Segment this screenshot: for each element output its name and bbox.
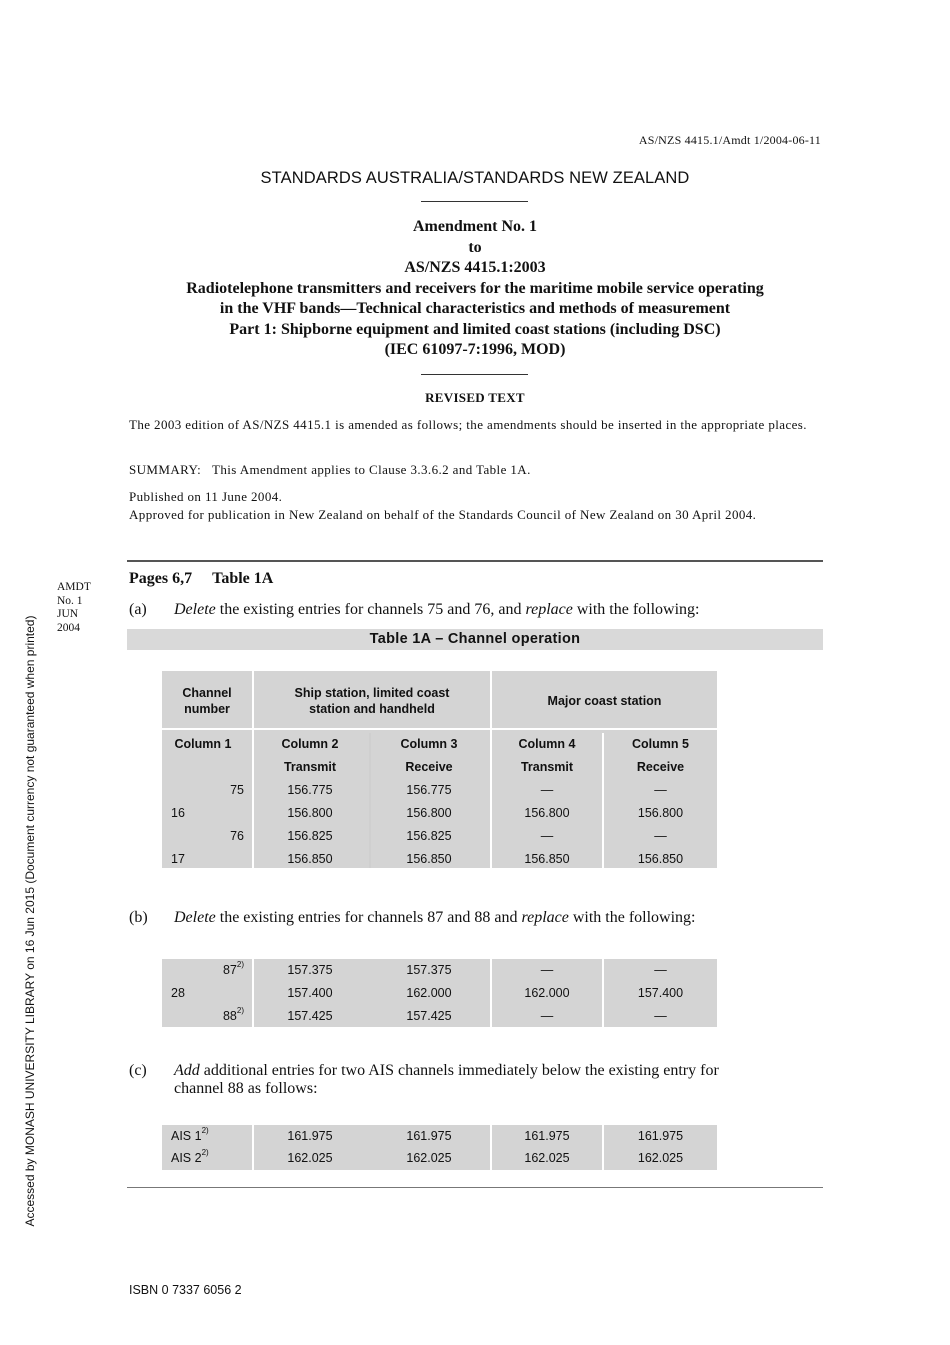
amendment-heading <box>0 217 950 361</box>
header-major-coast: Major coast station <box>547 694 662 708</box>
value-cell: 156.850 <box>637 852 684 866</box>
revised-text-label: REVISED TEXT <box>425 390 525 405</box>
header-column-3: Column 3 <box>400 737 458 751</box>
value-cell: — <box>540 963 554 977</box>
item-b-end: with the following: <box>568 909 696 926</box>
channel-cell: 88$^{2)}$ <box>222 1006 244 1023</box>
header-transmit: Transmit <box>283 760 337 774</box>
header-text: Ship station, limited coast <box>294 686 450 700</box>
item-b-verb2: replace <box>521 909 569 926</box>
value-cell: 162.025 <box>406 1151 452 1165</box>
amdt-line: 2004 <box>57 621 80 634</box>
summary-text: This Amendment applies to Clause 3.3.6.2 and Table 1A. <box>212 462 531 477</box>
table-title: Table 1A – Channel operation <box>369 631 581 647</box>
value-cell: — <box>654 963 667 977</box>
header-column-2: Column 2 <box>281 737 339 751</box>
item-b-mid: the existing entries for channels 87 and 88 and <box>215 909 522 926</box>
footnote-marker: 2) <box>201 1148 209 1157</box>
column-separator <box>369 733 371 868</box>
item-a-text <box>174 601 700 619</box>
summary-paragraph <box>129 461 821 479</box>
value-cell: 156.800 <box>524 806 570 820</box>
header-column-4: Column 4 <box>518 737 576 751</box>
value-cell: 157.375 <box>287 963 333 977</box>
channel-cell: 16 <box>171 806 185 820</box>
row-separator <box>162 728 717 730</box>
value-cell: — <box>540 783 554 797</box>
heading-line: AS/NZS 4415.1:2003 <box>404 259 546 276</box>
item-c-line1: additional entries for two AIS channels immediately below the existing entry for <box>199 1062 719 1079</box>
value-cell: 156.800 <box>406 806 452 820</box>
organization-title: STANDARDS AUSTRALIA/STANDARDS NEW ZEALAND <box>260 169 690 187</box>
channel-cell: AIS 1$^{2)}$ <box>171 1126 209 1143</box>
header-ship-station <box>254 685 490 717</box>
header-text: Channel <box>182 686 232 700</box>
value-cell: — <box>654 1009 667 1023</box>
section-divider <box>127 560 823 562</box>
value-cell: 162.025 <box>637 1151 684 1165</box>
value-cell: 157.400 <box>287 986 333 1000</box>
value-cell: 162.000 <box>406 986 452 1000</box>
channel-table-c <box>162 1125 717 1170</box>
value-cell: 161.975 <box>637 1129 684 1143</box>
item-c-line <box>174 1062 719 1080</box>
value-cell: 156.775 <box>406 783 452 797</box>
value-cell: 156.825 <box>406 829 452 843</box>
value-cell: 156.825 <box>287 829 333 843</box>
channel-cell: 87$^{2)}$ <box>222 960 244 977</box>
item-a-end: with the following: <box>572 601 700 618</box>
item-c-verb: Add <box>174 1062 200 1079</box>
header-column-1: Column 1 <box>174 737 232 751</box>
item-a-verb: Delete <box>174 601 216 618</box>
heading-line: Radiotelephone transmitters and receivers for the maritime mobile service operating <box>186 279 764 297</box>
pages-label: Pages 6,7 <box>129 570 193 587</box>
value-cell: — <box>540 829 554 843</box>
header-transmit: Transmit <box>520 760 574 774</box>
approval-note: Approved for publication in New Zealand on behalf of the Standards Council of New Zealand on 30 April 2004. <box>129 507 757 522</box>
value-cell: 157.425 <box>406 1009 452 1023</box>
header-column-5: Column 5 <box>632 737 689 751</box>
channel-cell: 17 <box>171 852 185 866</box>
item-b-verb: Delete <box>174 909 216 926</box>
channel-cell: 75 <box>230 783 244 797</box>
header-channel-number <box>162 685 252 717</box>
amendment-margin-note <box>57 581 91 635</box>
item-b-text <box>174 909 696 927</box>
footnote-marker: 2) <box>236 1006 244 1015</box>
header-text: station and handheld <box>309 702 435 716</box>
value-cell: 156.850 <box>287 852 333 866</box>
channel-cell: AIS 2$^{2)}$ <box>171 1148 209 1165</box>
value-cell: 161.975 <box>524 1129 570 1143</box>
end-divider <box>127 1187 823 1188</box>
heading-line: in the VHF bands—Technical characteristics and methods of measurement <box>219 300 731 317</box>
footnote-marker: 2) <box>201 1126 209 1135</box>
item-a-label: (a) <box>129 601 147 618</box>
value-cell: — <box>654 829 667 843</box>
heading-line: Part 1: Shipborne equipment and limited coast stations (including DSC) <box>229 320 721 338</box>
header-receive: Receive <box>405 760 453 774</box>
column-separator <box>602 733 604 868</box>
heading-line: Amendment No. 1 <box>413 218 537 235</box>
document-reference: AS/NZS 4415.1/Amdt 1/2004-06-11 <box>638 133 821 147</box>
title-divider <box>421 201 528 202</box>
item-a-verb2: replace <box>525 601 573 618</box>
access-watermark: Accessed by MONASH UNIVERSITY LIBRARY on 16 Jun 2015 (Document currency not guaranteed when printed) <box>23 615 37 1227</box>
table-reference: Table 1A <box>212 570 274 587</box>
pages-heading <box>129 570 273 588</box>
value-cell: 161.975 <box>287 1129 333 1143</box>
summary-label: SUMMARY: <box>129 462 202 477</box>
value-cell: 162.025 <box>287 1151 333 1165</box>
item-c-label: (c) <box>129 1062 147 1079</box>
heading-line: (IEC 61097-7:1996, MOD) <box>384 341 566 358</box>
value-cell: 156.800 <box>287 806 333 820</box>
isbn: ISBN 0 7337 6056 2 <box>129 1283 242 1297</box>
channel-cell: 76 <box>230 829 244 843</box>
item-c-text <box>174 1062 719 1098</box>
value-cell: 157.425 <box>287 1009 333 1023</box>
channel-cell: 28 <box>171 986 185 1000</box>
heading-divider <box>421 374 528 375</box>
footnote-marker: 2) <box>236 960 244 969</box>
header-text: number <box>184 702 230 716</box>
value-cell: 157.375 <box>406 963 452 977</box>
value-cell: 162.025 <box>524 1151 570 1165</box>
channel-table-a <box>162 671 717 868</box>
published-date: Published on 11 June 2004. <box>129 489 283 504</box>
item-c-line2: channel 88 as follows: <box>174 1080 318 1097</box>
intro-paragraph: The 2003 edition of AS/NZS 4415.1 is amended as follows; the amendments should be inserted in the appropriate places. <box>129 417 807 432</box>
value-cell: — <box>654 783 667 797</box>
value-cell: — <box>540 1009 554 1023</box>
value-cell: 156.775 <box>287 783 333 797</box>
value-cell: 161.975 <box>406 1129 452 1143</box>
value-cell: 156.850 <box>524 852 570 866</box>
value-cell: 156.800 <box>637 806 684 820</box>
item-b-label: (b) <box>129 909 148 926</box>
item-a-mid: the existing entries for channels 75 and 76, and <box>215 601 526 618</box>
channel-table-b <box>162 959 717 1027</box>
header-receive: Receive <box>636 760 685 774</box>
amdt-line: AMDT <box>57 581 91 593</box>
value-cell: 162.000 <box>524 986 570 1000</box>
heading-line: to <box>468 238 482 256</box>
value-cell: 156.850 <box>406 852 452 866</box>
amdt-line: JUN <box>57 608 79 620</box>
amdt-line: No. 1 <box>57 594 83 607</box>
value-cell: 157.400 <box>637 986 684 1000</box>
